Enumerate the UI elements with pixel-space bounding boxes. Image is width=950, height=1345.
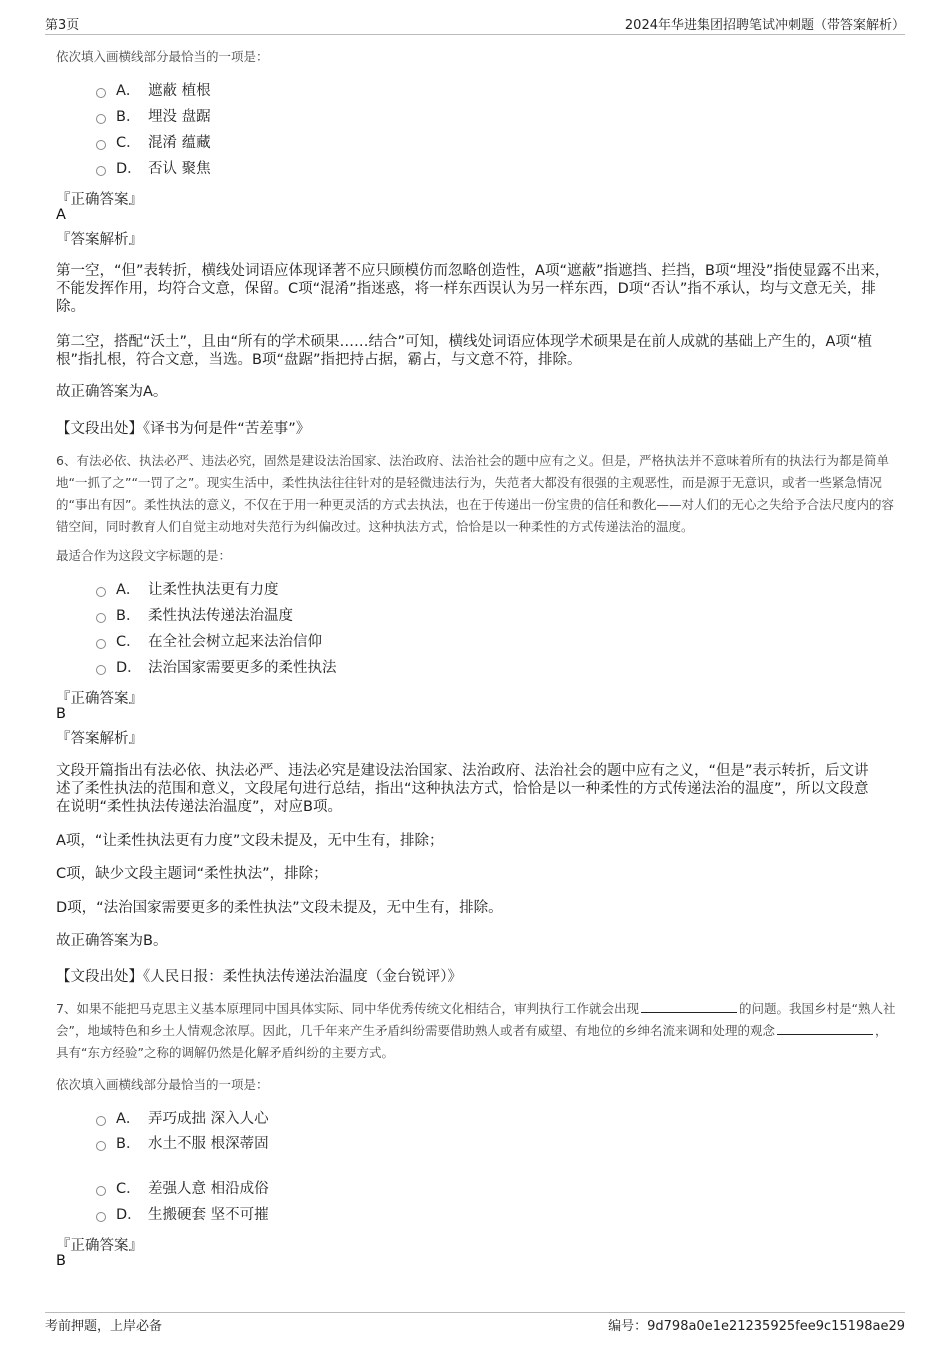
- q6-answer-label: 『正确答案』: [56, 691, 143, 707]
- q5-option-a[interactable]: A． 遮蔽 植根: [96, 80, 211, 102]
- q5-analysis-paragraph: 第一空，“但”表转折，横线处词语应体现译著不应只顾模仿而忽略创造性，A项“遮蔽”指遮挡、拦挡，B项“埋没”指使显露不出来，不能发挥作用，均符合文意，保留。C项“混淆”指迷惑，将一样东西误认为另一样东西，D项“否认”指不承认，均与文意无关，排除。: [56, 263, 890, 315]
- radio-icon[interactable]: [96, 1116, 106, 1126]
- q7-option-b[interactable]: B． 水土不服 根深蒂固: [96, 1133, 269, 1155]
- q5-option-c[interactable]: C． 混淆 蕴藏: [96, 132, 211, 154]
- q7-option-a[interactable]: A． 弄巧成拙 深入人心: [96, 1108, 269, 1130]
- q5-analysis-label: 『答案解析』: [56, 232, 143, 248]
- q6-analysis-label: 『答案解析』: [56, 731, 143, 747]
- q6-prompt: 最适合作为这段文字标题的是：: [56, 548, 232, 563]
- q5-option-b[interactable]: B． 埋没 盘踞: [96, 106, 211, 128]
- q7-option-c[interactable]: C． 差强人意 相沿成俗: [96, 1178, 269, 1200]
- q5-analysis-conclusion: 故正确答案为A。: [56, 384, 168, 400]
- q7-answer: B: [56, 1253, 66, 1269]
- q6-analysis-paragraph: C项，缺少文段主题词“柔性执法”，排除；: [56, 866, 328, 882]
- q6-analysis-paragraph: D项，“法治国家需要更多的柔性执法”文段未提及，无中生有，排除。: [56, 900, 503, 916]
- document-code: 编号：9d798a0e1e21235925fee9c15198ae29: [608, 1319, 905, 1334]
- q6-question-text: 6、有法必依、执法必严、违法必究，固然是建设法治国家、法治政府、法治社会的题中应有之义。但是，严格执法并不意味着所有的执法行为都是简单地“一抓了之”“一罚了之”。现实生活中，柔性执法往往针对的是轻微违法行为，失范者大都没有很强的主观恶性，而是源于无意识，或者一些紧急情况的“事出有因”。柔性执法的意义，不仅在于用一种更灵活的方式去执法，也在于传递出一份宝贵的信任和教化——对人们的无心之失给予合法尺度内的容错空间，同时教育人们自觉主动地对失范行为纠偏改过。这种执法方式，恰恰是以一种柔性的方式传递法治的温度。: [56, 453, 894, 534]
- q7-prompt: 依次填入画横线部分最恰当的一项是：: [56, 1077, 269, 1092]
- radio-icon[interactable]: [96, 140, 106, 150]
- q7-answer-label: 『正确答案』: [56, 1238, 143, 1254]
- q7-question-text: 7、如果不能把马克思主义基本原理同中国具体实际、同中华优秀传统文化相结合，审判执行工作就会出现 的问题。我国乡村是“熟人社会”，地域特色和乡土人情观念浓厚。因此，几千年来产生矛盾纠纷需要借助熟人或者有威望、有地位的乡绅名流来调和处理的观念 ，具有“东方经验”之称的调解仍然是化解矛盾纠纷的主要方式。: [56, 1001, 896, 1060]
- footer-slogan: 考前押题，上岸必备: [45, 1319, 163, 1334]
- q6-analysis-paragraph: 文段开篇指出有法必依、执法必严、违法必究是建设法治国家、法治政府、法治社会的题中应有之义，“但是”表示转折，后文讲述了柔性执法的范围和意义，文段尾句进行总结，指出“这种执法方式，恰恰是以一种柔性的方式传递法治的温度”，所以文段意在说明“柔性执法传递法治温度”，对应B项。: [56, 763, 869, 815]
- q6-option-b[interactable]: B． 柔性执法传递法治温度: [96, 605, 293, 627]
- radio-icon[interactable]: [96, 1212, 106, 1222]
- q7-option-d[interactable]: D． 生搬硬套 坚不可摧: [96, 1204, 269, 1226]
- q6-answer: B: [56, 706, 66, 722]
- q6-analysis-conclusion: 故正确答案为B。: [56, 933, 168, 949]
- radio-icon[interactable]: [96, 1141, 106, 1151]
- q5-source: 【文段出处】《译书为何是件“苦差事”》: [56, 421, 311, 437]
- q5-prompt: 依次填入画横线部分最恰当的一项是：: [56, 49, 269, 64]
- q5-answer: A: [56, 207, 66, 223]
- document-title: 2024年华进集团招聘笔试冲刺题（带答案解析）: [624, 18, 905, 33]
- fill-blank: [777, 1022, 873, 1035]
- radio-icon[interactable]: [96, 665, 106, 675]
- q5-answer-label: 『正确答案』: [56, 192, 143, 208]
- page-number: 第3页: [45, 18, 80, 33]
- radio-icon[interactable]: [96, 88, 106, 98]
- fill-blank: [641, 1000, 737, 1013]
- q5-analysis-paragraph: 第二空，搭配“沃土”，且由“所有的学术硕果……结合”可知，横线处词语应体现学术硕果是在前人成就的基础上产生的，A项“植根”指扎根，符合文意，当选。B项“盘踞”指把持占据，霸占，与文意不符，排除。: [56, 334, 872, 368]
- radio-icon[interactable]: [96, 639, 106, 649]
- radio-icon[interactable]: [96, 587, 106, 597]
- q6-option-c[interactable]: C． 在全社会树立起来法治信仰: [96, 631, 322, 653]
- radio-icon[interactable]: [96, 613, 106, 623]
- q5-option-d[interactable]: D． 否认 聚焦: [96, 158, 211, 180]
- q6-analysis-paragraph: A项，“让柔性执法更有力度”文段未提及，无中生有，排除；: [56, 833, 444, 849]
- q6-source: 【文段出处】《人民日报：柔性执法传递法治温度（金台锐评）》: [56, 969, 462, 985]
- q6-option-a[interactable]: A． 让柔性执法更有力度: [96, 579, 279, 601]
- radio-icon[interactable]: [96, 166, 106, 176]
- page-header: [45, 14, 905, 34]
- radio-icon[interactable]: [96, 114, 106, 124]
- header-divider: [45, 34, 905, 35]
- footer-divider: [45, 1312, 905, 1313]
- q6-option-d[interactable]: D． 法治国家需要更多的柔性执法: [96, 657, 337, 679]
- radio-icon[interactable]: [96, 1186, 106, 1196]
